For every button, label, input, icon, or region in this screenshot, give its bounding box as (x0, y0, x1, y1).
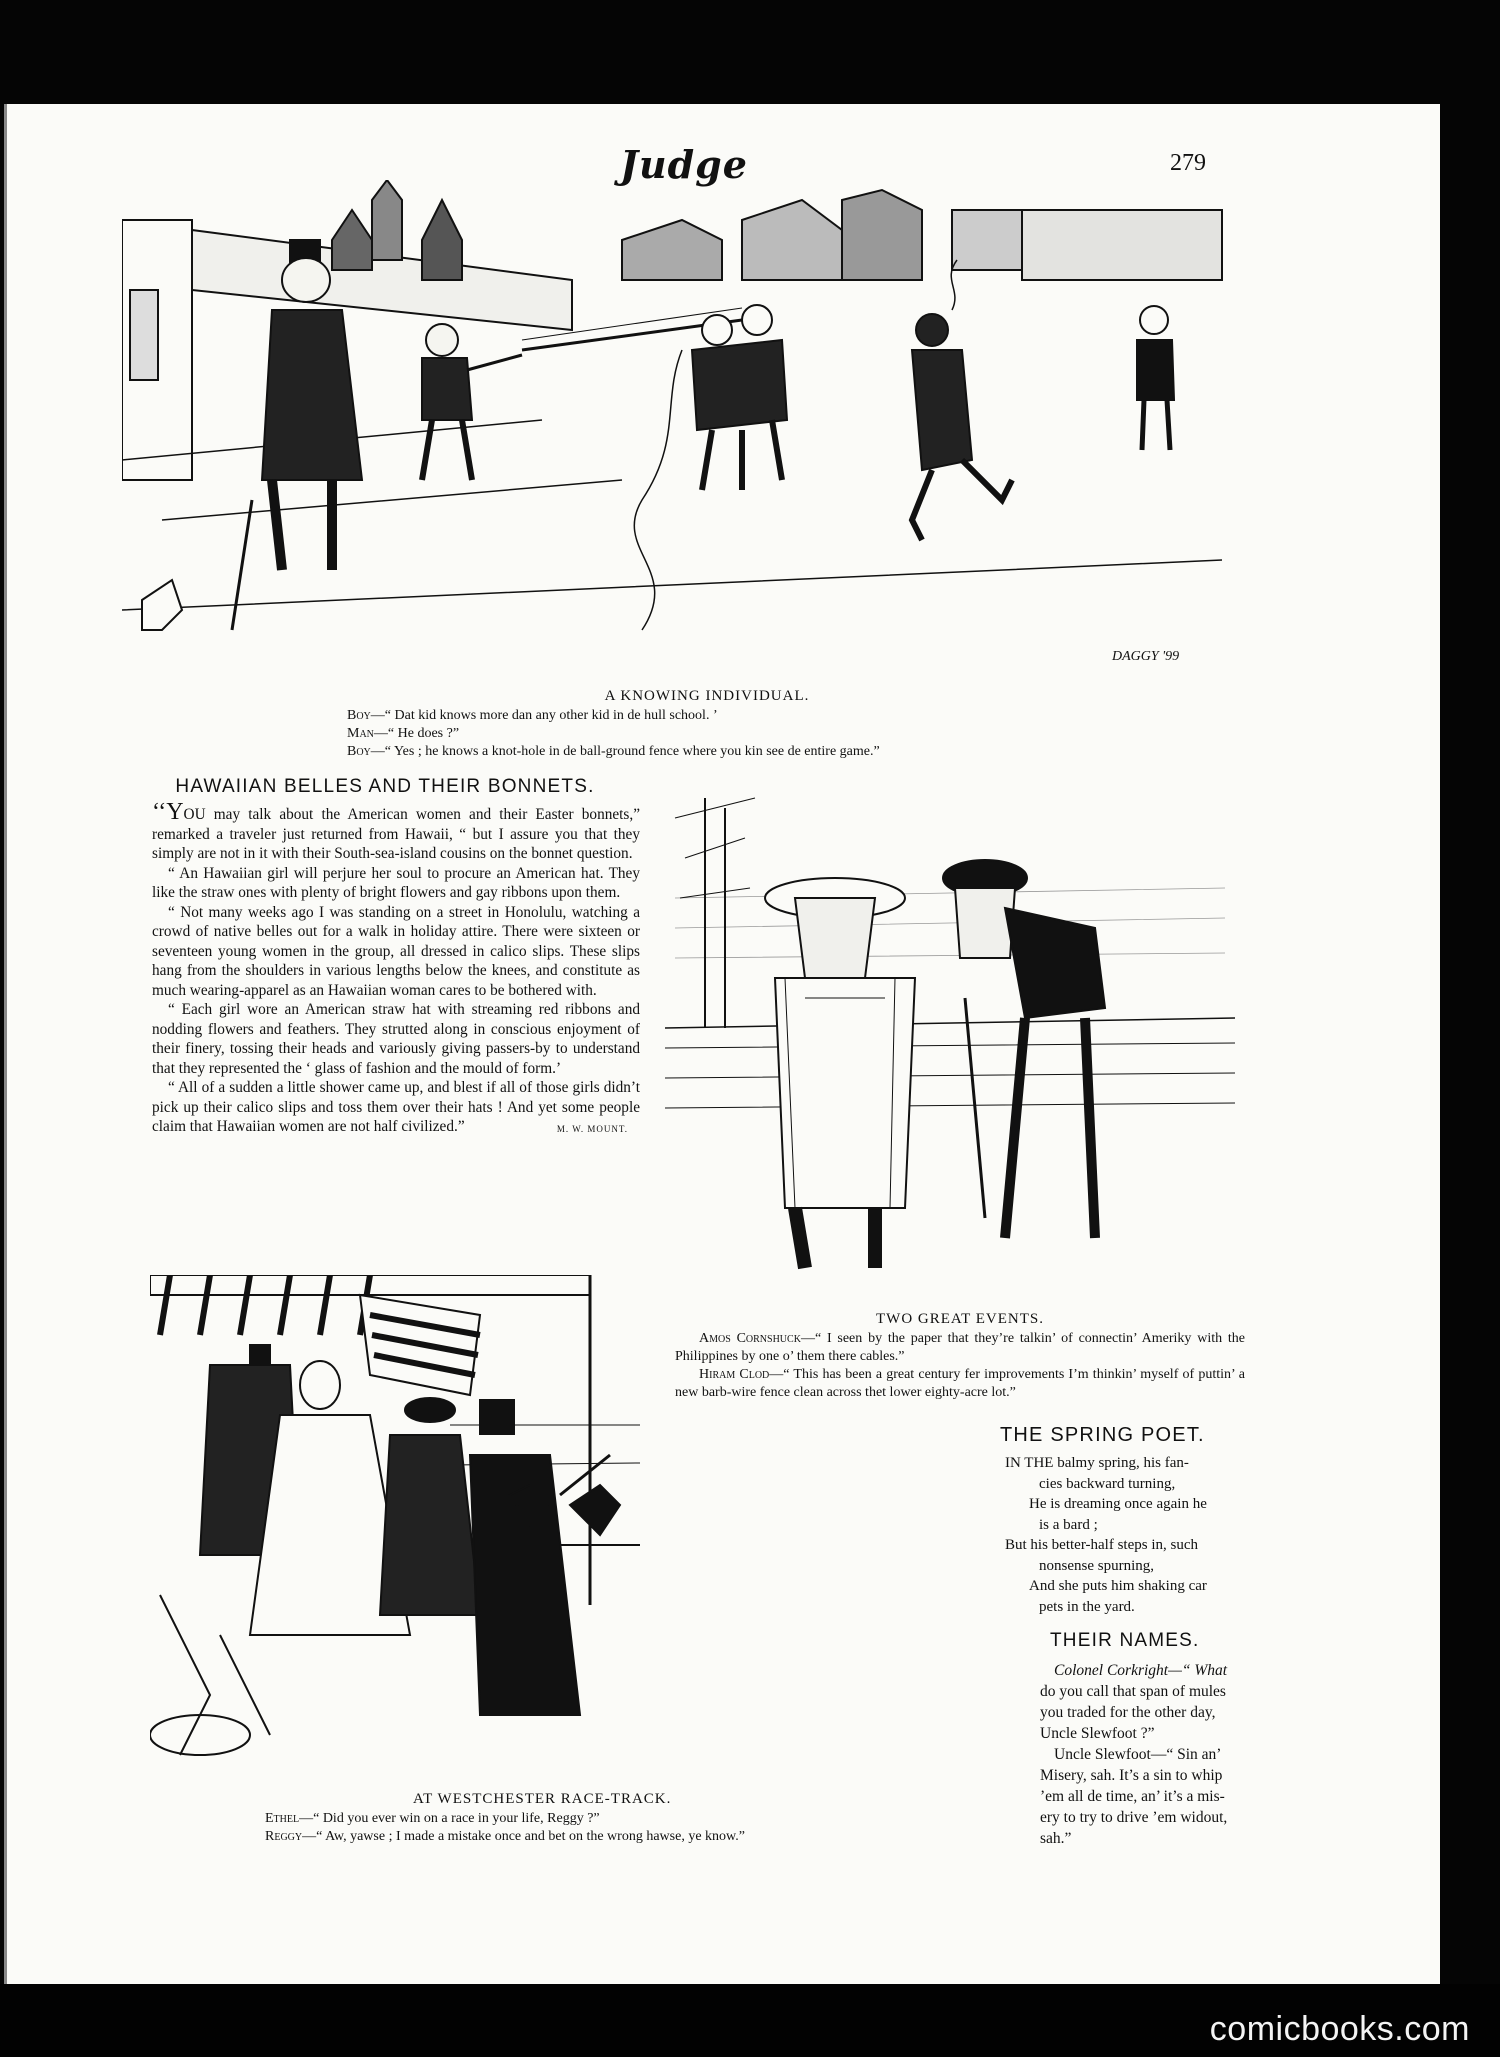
poem-line: He is dreaming once again he (1029, 1496, 1207, 1512)
text-line: do you call that span of mules (1040, 1683, 1226, 1700)
caption-title: A KNOWING INDIVIDUAL. (604, 688, 810, 704)
caption-knowing-individual (347, 687, 1067, 761)
article-body-their-names (1040, 1660, 1250, 1849)
speaker-name: Hiram Clod (699, 1367, 770, 1382)
text-line: Uncle Slewfoot ?” (1040, 1725, 1155, 1742)
text-line: ’em all de time, an’ it’s a mis- (1040, 1788, 1225, 1805)
author-signature: M. W. MOUNT. (556, 1123, 628, 1134)
text-line: you traded for the other day, (1040, 1704, 1216, 1721)
poem-spring-poet (1005, 1453, 1245, 1617)
dialog-text: —“ I seen by the paper that they’re talkin’ of connectin’ Ameriky with the Philippines by one o’ them there cables.” (675, 1331, 1246, 1364)
dialog-line: Boy—“ Dat kid knows more dan any other kid in de hull school. ’ (347, 708, 718, 723)
caption-title: AT WESTCHESTER RACE-TRACK. (413, 1791, 672, 1807)
poem-line: nonsense spurning, (1039, 1557, 1154, 1574)
poem-line: IN THE balmy spring, his fan- (1005, 1455, 1189, 1471)
poem-line: pets in the yard. (1039, 1598, 1135, 1615)
caption-two-great-events (675, 1310, 1245, 1402)
poem-line: is a bard ; (1039, 1516, 1098, 1533)
poem-title-spring-poet: THE SPRING POET. (1000, 1424, 1205, 1446)
article-title-hawaiian: HAWAIIAN BELLES AND THEIR BONNETS. (175, 776, 595, 797)
text-line: sah.” (1040, 1830, 1072, 1847)
illustration-westchester-race-track (150, 1275, 640, 1790)
dialog-line: Ethel—“ Did you ever win on a race in your life, Reggy ?” (265, 1811, 600, 1826)
dialog-text: —“ This has been a great century fer improvements I’m thinkin’ myself of puttin’ a new barb-wire fence clean across thet lower eighty-acre lot.” (675, 1367, 1245, 1400)
page-number: 279 (1170, 150, 1206, 176)
poem-line: cies backward turning, (1039, 1475, 1176, 1492)
caption-westchester-race-track (265, 1790, 885, 1846)
dialog-line: Boy—“ Yes ; he knows a knot-hole in de ball-ground fence where you kin see de entire game.” (347, 744, 880, 759)
illustration-knowing-individual (122, 180, 1232, 680)
article-title-their-names: THEIR NAMES. (1050, 1630, 1200, 1651)
artist-signature: DAGGY '99 (1112, 649, 1180, 664)
text-line: ery to try to drive ’em widout, (1040, 1809, 1228, 1826)
poem-line: But his better-half steps in, such (1005, 1537, 1199, 1553)
dialog-line: Reggy—“ Aw, yawse ; I made a mistake once and bet on the wrong hawse, ye know.” (265, 1829, 745, 1844)
dialog-line: Man—“ He does ?” (347, 726, 460, 741)
poem-line: And she puts him shaking car (1029, 1578, 1207, 1594)
illustration-two-great-events (665, 778, 1235, 1306)
watermark-text: comicbooks.com (1209, 2010, 1470, 2048)
text-line: Uncle Slewfoot—“ Sin an’ (1054, 1746, 1222, 1763)
text-line: Colonel Corkright—“ What (1054, 1662, 1228, 1679)
caption-title: TWO GREAT EVENTS. (876, 1311, 1044, 1327)
article-body-hawaiian: ‘‘YOU may talk about the American women and their Easter bonnets,” remarked a traveler just returned from Hawaii, “ but I assure you that they simply are not in it with their South-sea-island cousins on the bonnet question. “ An Hawaiian girl will perjure her soul to procure an American hat. They like the straw ones with plenty of bright flowers and gay ribbons upon them. “ Not many weeks ago I was standing on a street in Honolulu, watching a crowd of native belles out for a walk in holiday attire. There were sixteen or seventeen young women in the group, all dressed in calico slips. These slips hang from the shoulders in various lengths below the knees, and constitute as much wearing-apparel as an Hawaiian woman cares to be bothered with. “ Each girl wore an American straw hat with streaming red ribbons and nodding flowers and feathers. They strutted along in conscious enjoyment of their finery, tossing their heads and variously giving passers-by to understand that they represented the ‘ glass of fashion and the mould of form.’ “ All of a sudden a little shower came up, and blest if all of those girls didn’t pick up their calico slips and toss them over their hats ! And yet some people claim that Hawaiian women are not half civilized.” M. W. MOUNT. (152, 803, 640, 1139)
text-line: Misery, sah. It’s a sin to whip (1040, 1767, 1223, 1784)
masthead-logo: Judge (620, 142, 748, 187)
speaker-name: Amos Cornshuck (699, 1331, 801, 1346)
drop-cap: ‘‘Y (152, 799, 184, 825)
